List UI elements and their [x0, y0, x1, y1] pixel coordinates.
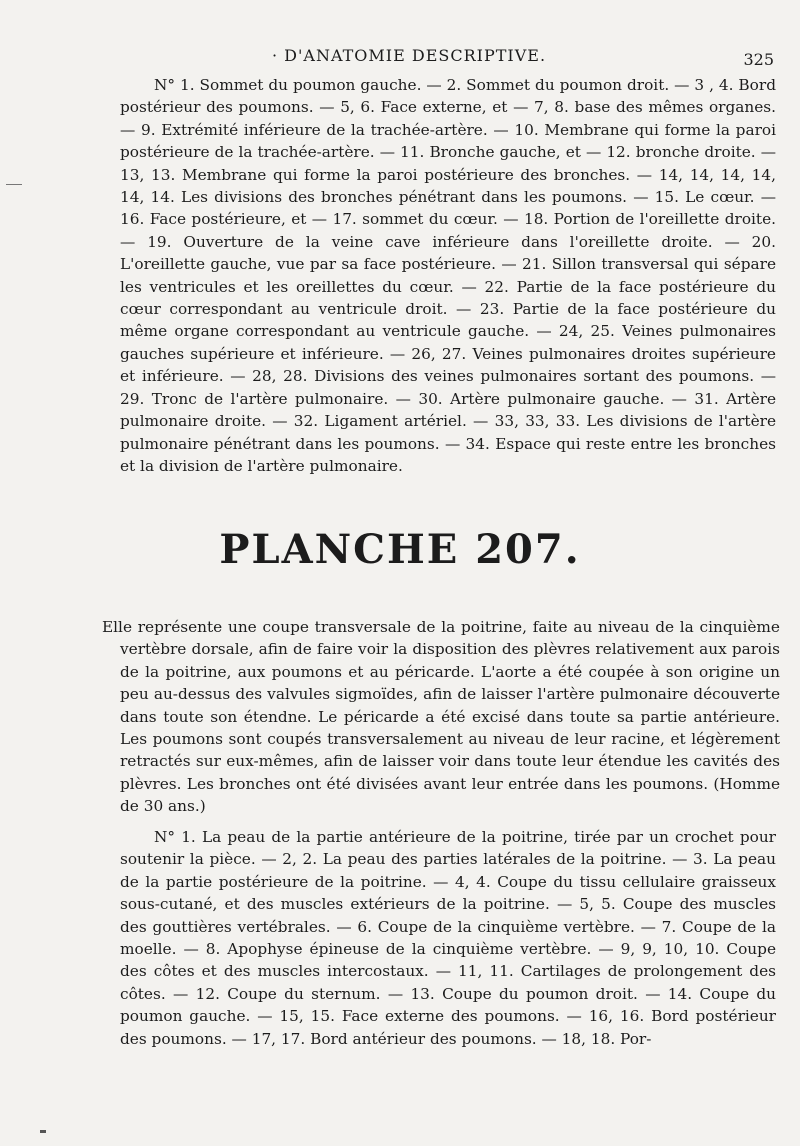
legend-206-text: N° 1. Sommet du poumon gauche. — 2. Sommet du poumon droit. — 3 , 4. Bord postérieur des poumons. — 5, 6. Face externe, et — 7, 8. base des mêmes organes. — 9. Extrémité inférieure de la trachée-artère. — 10. Membrane qui forme la paroi postérieure de la trachée-artère. — 11. Bronche gauche, et — 12. bronche droite. — 13, 13. Membrane qui forme la paroi postérieure des bronches. — 14, 14, 14, 14, 14, 14. Les divisions des bronches pénétrant dans les poumons. — 15. Le cœur. — 16. Face postérieure, et — 17. sommet du cœur. — 18. Portion de l'oreillette droite. — 19. Ouverture de la veine cave inférieure dans l'oreillette droite. — 20. L'oreillette gauche, vue par sa face postérieure. — 21. Sillon transversal qui sépare les ventricules et les oreillettes du cœur. — 22. Partie de la face postérieure du cœur correspondant au ventricule droit. — 23. Partie de la face postérieure du même organe correspondant au ventricule gauche. — 24, 25. Veines pulmonaires gauches supérieure et inférieure. — 26, 27. Veines pulmonaires droites supérieure et inférieure. — 28, 28. Divisions des veines pulmonaires sortant des poumons. — 29. Tronc de l'artère pulmonaire. — 30. Artère pulmonaire gauche. — 31. Artère pulmonaire droite. — 32. Ligament artériel. — 33, 33, 33. Les divisions de l'artère pulmonaire pénétrant dans les poumons. — 34. Espace qui reste entre les bronches et la division de l'artère pulmonaire.	[120, 76, 776, 475]
plate-description: Elle représente une coupe transversale de la poitrine, faite au niveau de la cinquième vertèbre dorsale, afin de faire voir la disposition des plèvres relativement aux parois de la poitrine, aux poumons et au péricarde. L'aorte a été coupée à son origine un peu au-dessus des valvules sigmoïdes, afin de laisser l'artère pulmonaire découverte dans toute son étendne. Le péricarde a été excisé dans toute sa partie antérieure. Les poumons sont coupés transversalement au niveau de leur racine, et légèrement retractés sur eux-mêmes, afin de laisser voir dans toute leur étendue les cavités des plèvres. Les bronches ont été divisées avant leur entrée dans les poumons. (Homme de 30 ans.)	[102, 618, 780, 816]
plate-title: PLANCHE 207.	[219, 526, 581, 573]
margin-mark	[6, 184, 22, 185]
legend-207-text: N° 1. La peau de la partie antérieure de la poitrine, tirée par un crochet pour soutenir la pièce. — 2, 2. La peau des parties latérales de la poitrine. — 3. La peau de la partie postérieure de la poitrine. — 4, 4. Coupe du tissu cellulaire graisseux sous-cutané, et des muscles extérieurs de la poitrine. — 5, 5. Coupe des muscles des gouttières vertébrales. — 6. Coupe de la cinquième vertèbre. — 7. Coupe de la moelle. — 8. Apophyse épineuse de la cinquième vertèbre. — 9, 9, 10, 10. Coupe des côtes et des muscles intercostaux. — 11, 11. Cartilages de prolongement des côtes. — 12. Coupe du sternum. — 13. Coupe du poumon droit. — 14. Coupe du poumon gauche. — 15, 15. Face externe des poumons. — 16, 16. Bord postérieur des poumons. — 17, 17. Bord antérieur des poumons. — 18, 18. Por-	[120, 828, 776, 1048]
page-speck	[40, 1130, 46, 1133]
figure-legend-plate-206	[120, 74, 776, 477]
page-number: 325	[743, 50, 774, 69]
figure-legend-plate-207	[120, 826, 776, 1050]
running-title: · D'ANATOMIE DESCRIPTIVE.	[272, 46, 547, 65]
